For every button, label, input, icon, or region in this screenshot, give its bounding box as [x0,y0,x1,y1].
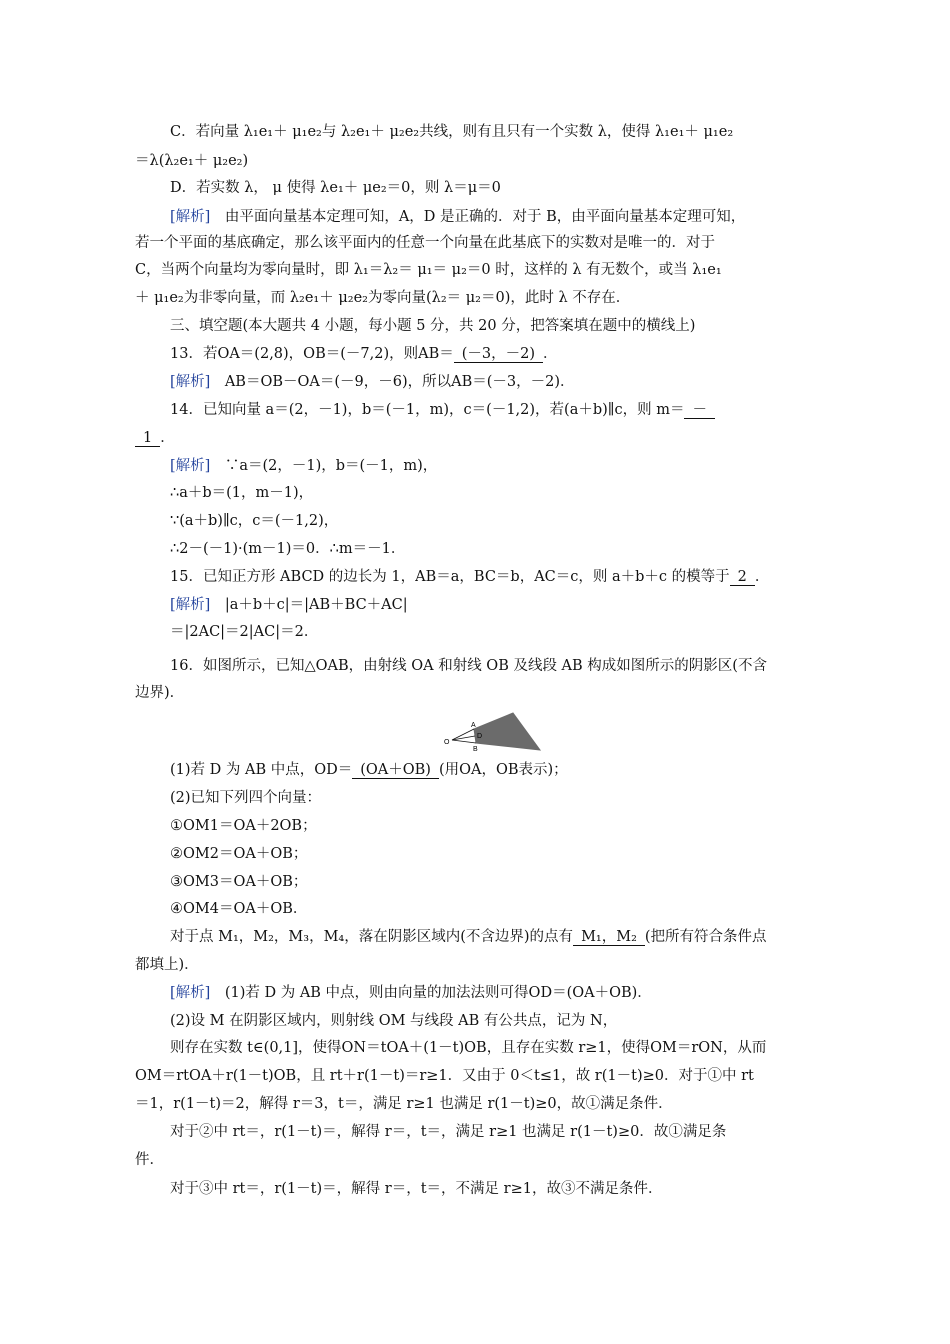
line-text: 14．已知向量 a＝(2，－1)，b＝(－1，m)，c＝(－1,2)，若(a＋b)∥c，则 m＝ [170,402,685,418]
text-line [170,656,767,676]
analysis-tag: [解析] [170,209,211,225]
line-text: 13．若OA＝(2,8)，OB＝(－7,2)，则AB＝ [170,346,454,362]
line-text: (1)若 D 为 AB 中点，则由向量的加法法则可得OD＝(OA＋OB)． [210,985,652,1001]
line-text: ＝1，r(1－t)＝2，解得 r＝3，t＝，满足 r≥1 也满足 r(1－t)≥0，故①满足条件． [135,1096,673,1112]
text-line [135,151,248,171]
line-text: OM＝rtOA＋r(1－t)OB，且 rt＋r(1－t)＝r≥1．又由于 0＜t≤1，故 r(1－t)≥0．对于①中 rt [135,1068,754,1084]
line-text: 若一个平面的基底确定，那么该平面内的任意一个向量在此基底下的实数对是唯一的．对于 [135,235,715,251]
line-text-after: ． [160,430,175,446]
line-text: ＝λ(λ₂e₁＋ μ₂e₂) [135,153,249,169]
text-line [170,316,695,336]
line-text-after: (用OA，OB表示)； [438,762,568,778]
label-o: O [444,739,450,746]
line-text: 三、填空题(本大题共 4 小题，每小题 5 分，共 20 分，把答案填在题中的横线上) [170,318,696,334]
text-line [135,260,722,280]
text-line [170,872,307,892]
text-line [135,1066,754,1086]
text-line [170,844,307,864]
line-text: ∵(a＋b)∥c，c＝(－1,2)， [170,513,339,529]
line-text: 对于②中 rt＝，r(1－t)＝，解得 r＝，t＝，满足 r≥1 也满足 r(1－t)≥0．故①满足条 [170,1124,727,1140]
label-a: A [471,722,476,729]
analysis-tag: [解析] [170,597,211,613]
line-text: ＝|2AC|＝2|AC|＝2． [170,624,319,640]
answer-blank: － [684,402,715,419]
text-line [170,539,405,559]
line-text: ∵a＝(2，－1)，b＝(－1，m)， [210,458,438,474]
text-line [135,233,715,253]
answer-blank: 1 [135,430,160,447]
line-text: D．若实数 λ， μ 使得 λe₁＋ μe₂＝0，则 λ＝μ＝0 [170,180,501,196]
label-b: B [473,746,478,753]
text-line [170,122,733,142]
line-text: 边界)． [135,685,185,701]
line-text: AB＝OB－OA＝(－9，－6)，所以AB＝(－3，－2)． [210,374,575,390]
line-text: 件． [135,1152,164,1168]
line-text: ①OM1＝OA＋2OB； [170,818,317,834]
text-line [170,207,745,227]
line-text: (1)若 D 为 AB 中点，OD＝ [170,762,353,778]
text-line [170,178,501,198]
line-text: (2)已知下列四个向量： [170,790,322,806]
text-line [170,1122,726,1142]
answer-blank: (OA＋OB) [352,762,439,779]
line-text: 对于③中 rt＝，r(1－t)＝，解得 r＝，t＝，不满足 r≥1，故③不满足条件． [170,1181,663,1197]
text-line [170,1179,662,1199]
text-line [135,428,175,448]
text-line [170,1038,766,1058]
line-text: C．若向量 λ₁e₁＋ μ₁e₂与 λ₂e₁＋ μ₂e₂共线，则有且只有一个实数 λ，使得 λ₁e₁＋ μ₁e₂ [170,124,734,140]
triangle-oab-figure [440,710,550,760]
text-line [135,1094,673,1114]
line-text: ③OM3＝OA＋OB； [170,874,308,890]
line-text: 由平面向量基本定理可知，A，D 是正确的．对于 B，由平面向量基本定理可知， [210,209,746,225]
analysis-tag: [解析] [170,374,211,390]
text-line [170,927,767,947]
line-text: 都填上)． [135,957,199,973]
line-text: 则存在实数 t∈(0,1]，使得ON＝tOA＋(1－t)OB，且存在实数 r≥1，使得OM＝rON，从而 [170,1040,767,1056]
line-text: ∴a＋b＝(1，m－1)， [170,485,314,501]
line-text: ＋ μ₁e₂为非零向量，而 λ₂e₁＋ μ₂e₂为零向量(λ₂＝ μ₂＝0)，此时 λ 不存在． [135,290,631,306]
label-d: D [477,733,483,740]
line-text: |a＋b＋c|＝|AB＋BC＋AC| [210,597,408,613]
shaded-region [474,713,540,750]
line-text: 对于点 M₁，M₂，M₃，M₄，落在阴影区域内(不含边界)的点有 [170,929,574,945]
line-text: 15．已知正方形 ABCD 的边长为 1，AB＝a，BC＝b，AC＝c，则 a＋b＋c 的模等于 [170,569,730,585]
line-text: ④OM4＝OA＋OB． [170,901,308,917]
text-line [170,788,321,808]
analysis-tag: [解析] [170,985,211,1001]
text-line [170,511,338,531]
text-line [170,344,558,364]
text-line [170,622,318,642]
ray-ob [452,740,476,743]
text-line [170,483,313,503]
line-text: ∴2－(－1)·(m－1)＝0．∴m＝－1． [170,541,406,557]
line-text: (2)设 M 在阴影区域内，则射线 OM 与线段 AB 有公共点，记为 N， [170,1013,618,1029]
text-line [170,816,317,836]
text-line [135,683,184,703]
text-line [170,1011,617,1031]
line-text: 16．如图所示，已知△OAB，由射线 OA 和射线 OB 及线段 AB 构成如图所示的阴影区(不含 [170,658,767,674]
analysis-tag: [解析] [170,458,211,474]
line-text-after: (把所有符合条件点 [644,929,767,945]
answer-blank: M₁，M₂ [573,929,645,946]
text-line [170,760,568,780]
line-text-after: ． [754,569,770,585]
text-line [170,567,769,587]
text-line [170,456,437,476]
text-line [170,983,652,1003]
text-line [170,899,307,919]
line-text-after: ． [543,346,558,362]
text-line [135,1150,164,1170]
text-line [170,595,408,615]
line-text: C，当两个向量均为零向量时，即 λ₁＝λ₂＝ μ₁＝ μ₂＝0 时，这样的 λ 有无数个，或当 λ₁e₁ [135,262,722,278]
text-line [135,288,630,308]
text-line [135,955,199,975]
answer-blank: (－3，－2) [454,346,543,363]
line-text: ②OM2＝OA＋OB； [170,846,308,862]
text-line [170,372,575,392]
text-line [170,400,715,420]
answer-blank: 2 [730,569,755,586]
